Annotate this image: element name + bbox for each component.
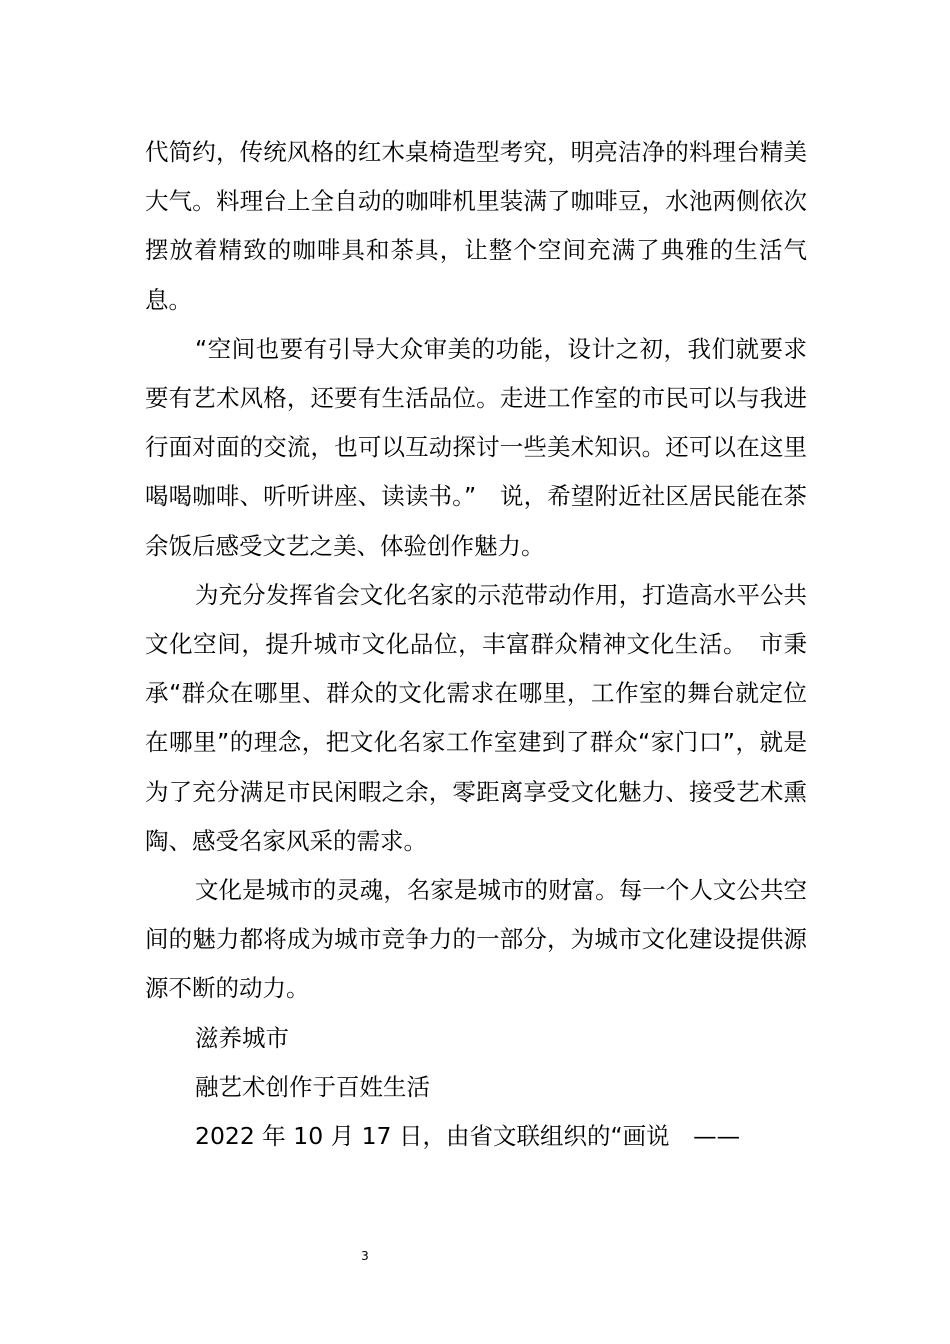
paragraph-city-soul: 文化是城市的灵魂，名家是城市的财富。每一个人文公共空间的魅力都将成为城市竞争力的一部分，为城市文化建设提供源源不断的动力。	[145, 876, 807, 1003]
page-number: 3	[361, 1249, 369, 1263]
paragraph-quote: “空间也要有引导大众审美的功能，设计之初，我们就要求要有艺术风格，还要有生活品位。走进工作室的市民可以与我进行面对面的交流，也可以互动探讨一些美术知识。还可以在这里喝喝咖啡、听听讲座、读读书。” 说，希望附近社区居民能在茶余饭后感受文艺之美、体验创作魅力。	[145, 334, 807, 560]
paragraph-continuation: 代简约，传统风格的红木桌椅造型考究，明亮洁净的料理台精美大气。料理台上全自动的咖啡机里装满了咖啡豆，水池两侧依次摆放着精致的咖啡具和茶具，让整个空间充满了典雅的生活气息。	[145, 138, 807, 314]
paragraph-culture-role: 为充分发挥省会文化名家的示范带动作用，打造高水平公共文化空间，提升城市文化品位，丰富群众精神文化生活。 市秉承“群众在哪里、群众的文化需求在哪里，工作室的舞台就定位在哪里”的理念，把文化名家工作室建到了群众“家门口”，就是为了充分满足市民闲暇之余，零距离享受文化魅力、接受艺术熏陶、感受名家风采的需求。	[145, 580, 807, 855]
section-subheading: 融艺术创作于百姓生活	[195, 1072, 430, 1101]
body-text	[145, 128, 807, 1161]
section-heading-nourish-city: 滋养城市	[195, 1023, 289, 1052]
paragraph-date-intro: 2022 年 10 月 17 日，由省文联组织的“画说 ——	[195, 1122, 741, 1151]
